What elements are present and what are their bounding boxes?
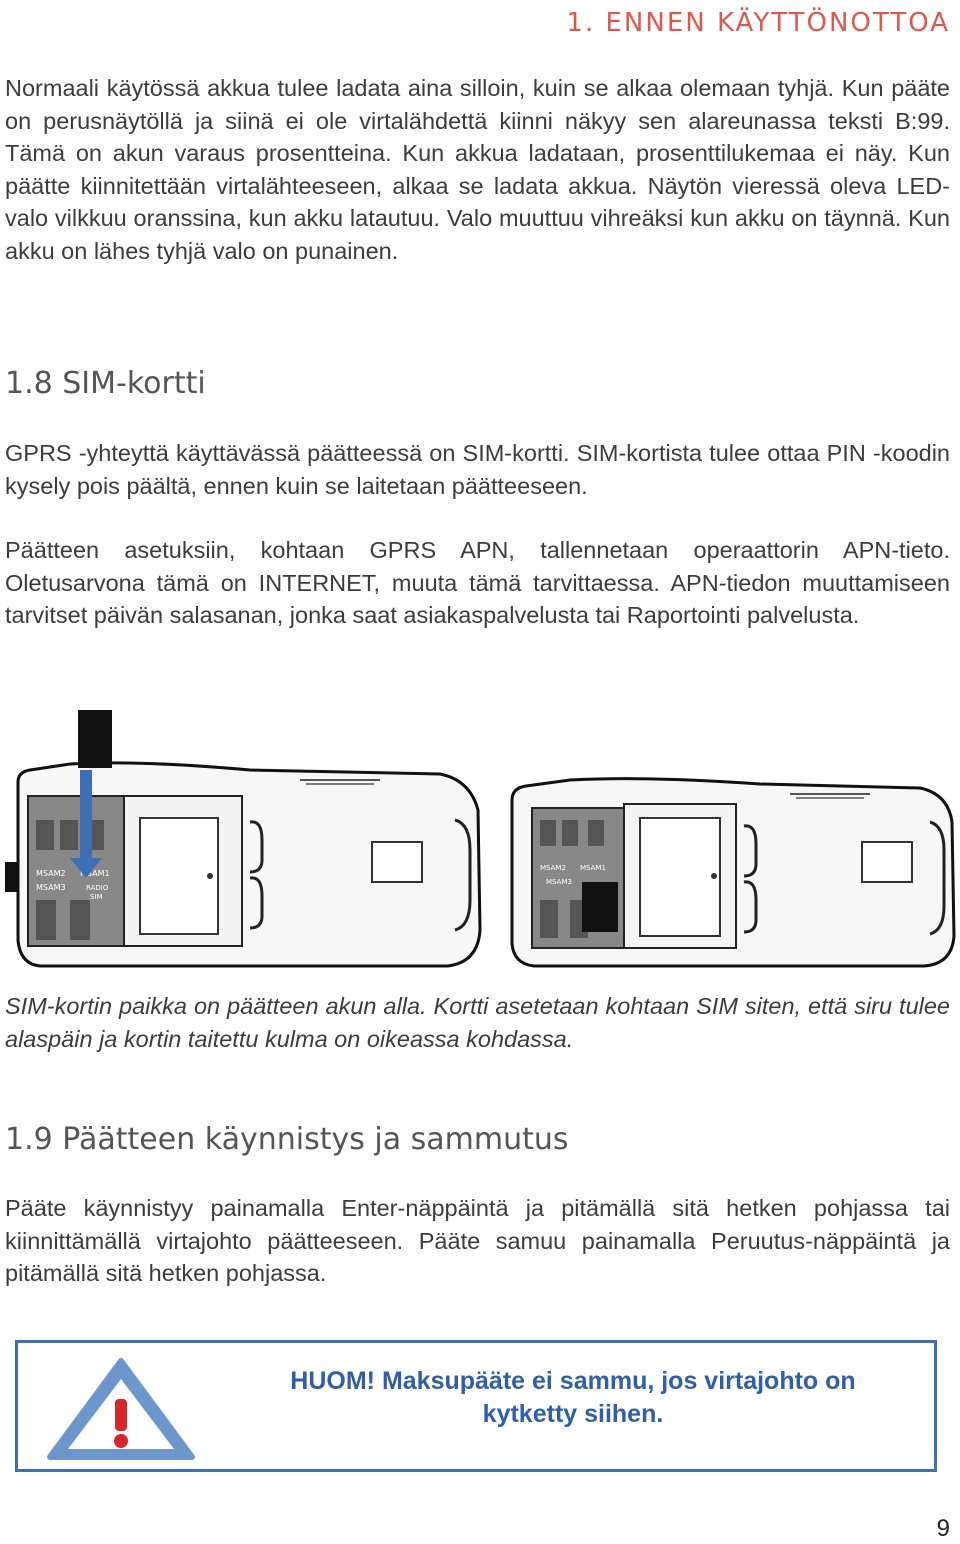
left-msam1-label: MSAM1 bbox=[80, 869, 110, 878]
right-msam3-label: MSAM3 bbox=[546, 878, 572, 886]
sim-slot-figure bbox=[0, 700, 960, 970]
right-terminal bbox=[512, 779, 954, 966]
left-radio-label: RADIO bbox=[86, 884, 109, 892]
notice-box bbox=[15, 1340, 937, 1472]
right-msam1-label: MSAM1 bbox=[580, 864, 606, 872]
section-power-heading: 1.9 Päätteen käynnistys ja sammutus bbox=[5, 1122, 569, 1157]
right-msam2-label: MSAM2 bbox=[540, 864, 566, 872]
chapter-title: 1. ENNEN KÄYTTÖNOTTOA bbox=[566, 8, 950, 38]
left-msam2-label: MSAM2 bbox=[36, 869, 66, 878]
left-msam3-label: MSAM3 bbox=[36, 883, 66, 892]
section-sim-heading: 1.8 SIM-kortti bbox=[5, 366, 206, 401]
figure-caption: SIM-kortin paikka on päätteen akun alla. Kortti asetetaan kohtaan SIM siten, että siru tulee alaspäin ja kortin taitettu kulma on oikeassa kohdassa. bbox=[5, 993, 950, 1052]
left-terminal bbox=[5, 710, 480, 966]
notice-text bbox=[248, 1365, 898, 1431]
sim-paragraph-1: GPRS -yhteyttä käyttävässä päätteessä on SIM-kortti. SIM-kortista tulee ottaa PIN -koodin kysely pois päältä, ennen kuin se laitetaan päätteeseen. bbox=[5, 440, 950, 499]
notice-line-1: HUOM! Maksupääte ei sammu, jos virtajohto on bbox=[290, 1367, 856, 1395]
intro-paragraph: Normaali käytössä akkua tulee ladata aina silloin, kuin se alkaa olemaan tyhjä. Kun pääte on perusnäytöllä ja siinä ei ole virtalähdettä kiinni näkyy sen alareunassa teksti B:99. Tämä on akun varaus prosentteina. Kun akkua ladataan, prosenttilukemaa ei näy. Kun päätte kiinnitettään virtalähteeseen, alkaa se ladata akkua. Näytön vieressä oleva LED-valo vilkkuu oranssina, kun akku latautuu. Valo muuttuu vihreäksi kun akku on täynnä. Kun akku on lähes tyhjä valo on punainen. bbox=[5, 75, 950, 264]
power-paragraph: Pääte käynnistyy painamalla Enter-näppäintä ja pitämällä sitä hetken pohjassa tai kiinnittämällä virtajohto päätteeseen. Pääte samuu painamalla Peruutus-näppäintä ja pitämällä sitä hetken pohjassa. bbox=[5, 1195, 950, 1286]
page-number: 9 bbox=[936, 1515, 950, 1542]
left-sim-label: SIM bbox=[90, 893, 103, 901]
sim-paragraph-2: Päätteen asetuksiin, kohtaan GPRS APN, tallennetaan operaattorin APN-tieto. Oletusarvona tämä on INTERNET, muuta tämä tarvittaessa. APN-tiedon muuttamiseen tarvitset päivän salasanan, jonka saat asiakaspalvelusta tai Raportointi palvelusta. bbox=[5, 537, 950, 628]
warning-triangle-icon bbox=[46, 1355, 196, 1461]
notice-line-2: kytketty siihen. bbox=[482, 1400, 664, 1428]
terminal-illustration bbox=[0, 700, 960, 970]
